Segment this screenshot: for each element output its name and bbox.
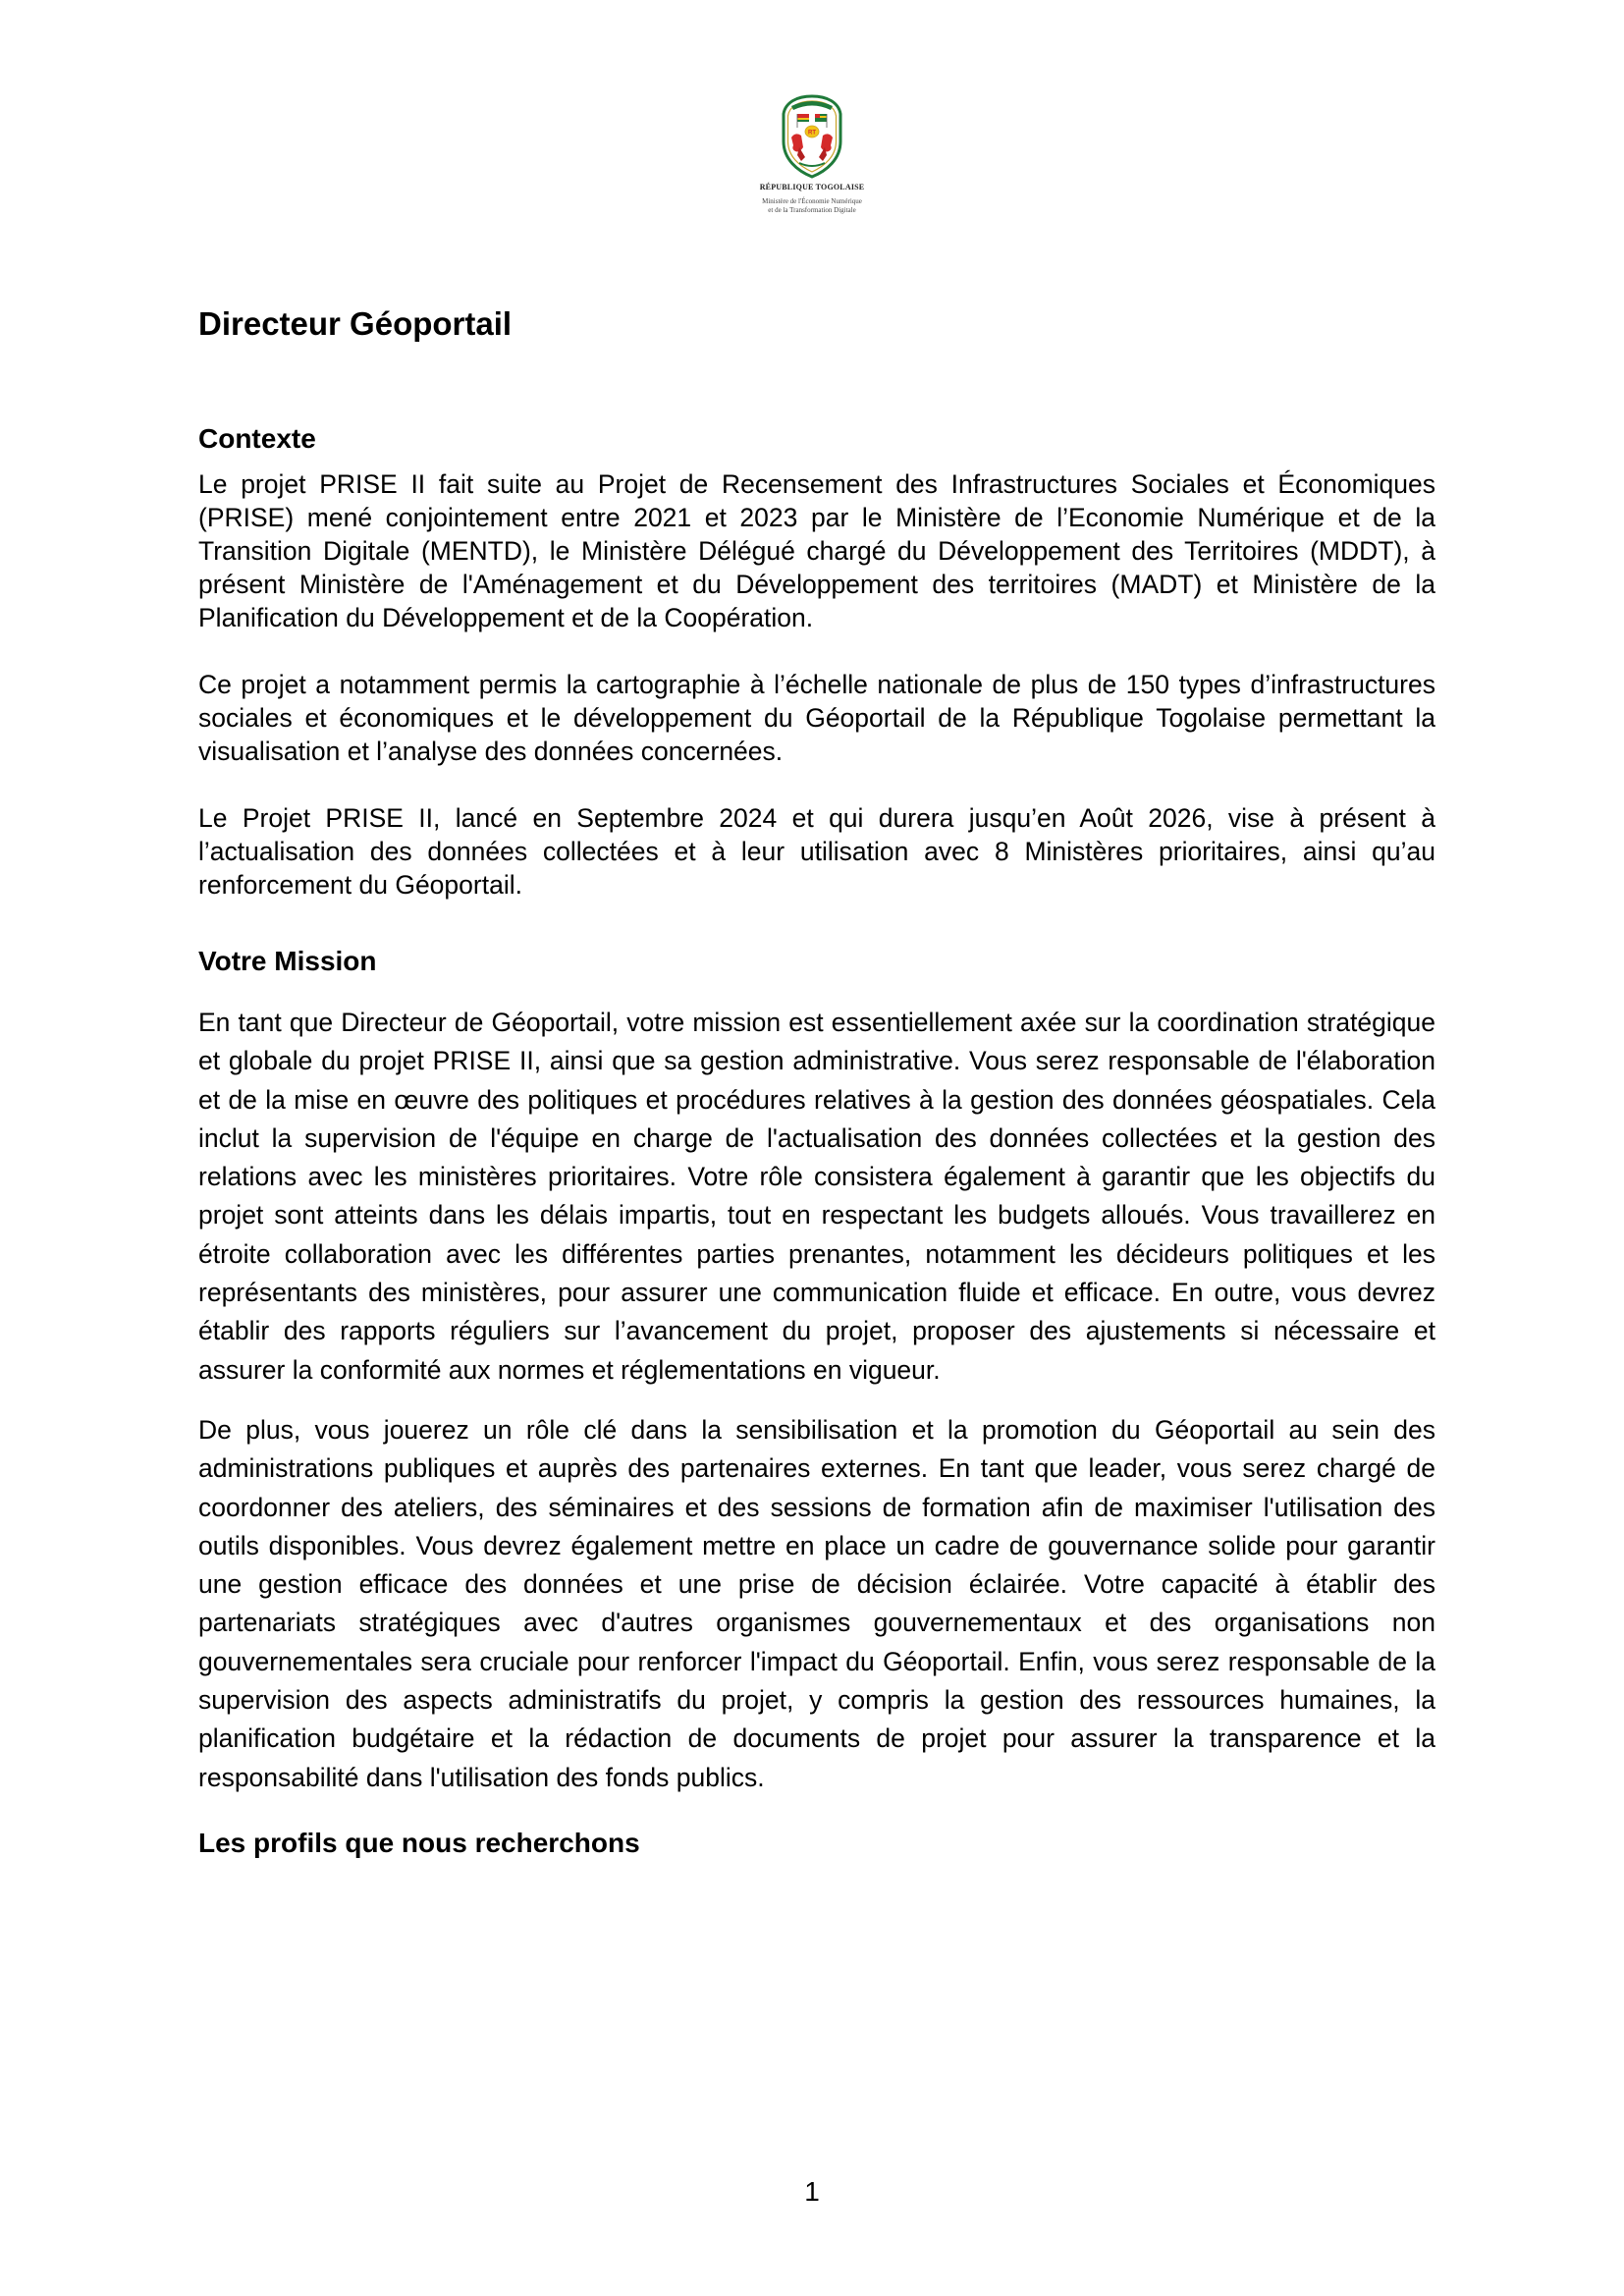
svg-text:RT: RT (808, 130, 816, 137)
section-heading-mission: Votre Mission (198, 946, 377, 976)
section-heading-profils: Les profils que nous recherchons (198, 1827, 640, 1858)
contexte-paragraph: Le Projet PRISE II, lancé en Septembre 2024 et qui durera jusqu’en Août 2026, vise à présent à l’actualisation des données collectées et à leur utilisation avec 8 Ministères prioritaires, ainsi qu’au renforcement du Géoportail. (198, 803, 1435, 900)
section-mission (198, 945, 1435, 1797)
republic-name: RÉPUBLIQUE TOGOLAISE (759, 183, 865, 191)
letterhead (0, 92, 1624, 215)
mission-paragraph: De plus, vous jouerez un rôle clé dans la sensibilisation et la promotion du Géoportail au sein des administrations publiques et auprès des partenaires externes. En tant que leader, vous serez chargé de coordonner des ateliers, des séminaires et des sessions de formation afin de maximiser l'utilisation des outils disponibles. Vous devrez également mettre en place un cadre de gouvernance solide pour garantir une gestion efficace des données et une prise de décision éclairée. Votre capacité à établir des partenariats stratégiques avec d'autres organismes gouvernementaux et des organisations non gouvernementales sera cruciale pour renforcer l'impact du Géoportail. Enfin, vous serez responsable de la supervision des aspects administratifs du projet, y compris la gestion des ressources humaines, la planification budgétaire et la rédaction de documents de projet pour assurer la transparence et la responsabilité dans l'utilisation des fonds publics. (198, 1414, 1435, 1792)
togo-coat-of-arms-icon (778, 92, 846, 179)
ministry-line-2: et de la Transformation Digitale (768, 206, 856, 214)
ministry-line-1: Ministère de l'Économie Numérique (762, 197, 862, 205)
document-title: Directeur Géoportail (198, 305, 513, 342)
section-profils (198, 1827, 1435, 1860)
ministry-name (0, 197, 1624, 215)
section-heading-contexte: Contexte (198, 423, 316, 454)
mission-paragraph: En tant que Directeur de Géoportail, votre mission est essentiellement axée sur la coordination stratégique et globale du projet PRISE II, ainsi que sa gestion administrative. Vous serez responsable de l'élaboration et de la mise en œuvre des politiques et procédures relatives à la gestion des données géospatiales. Cela inclut la supervision de l'équipe en charge de l'actualisation des données collectées et la gestion des relations avec les ministères prioritaires. Votre rôle consistera également à garantir que les objectifs du projet sont atteints dans les délais impartis, tout en respectant les budgets alloués. Vous travaillerez en étroite collaboration avec les différentes parties prenantes, notamment les décideurs politiques et les représentants des ministères, pour assurer une communication fluide et efficace. En outre, vous devrez établir des rapports réguliers sur l’avancement du projet, proposer des ajustements si nécessaire et assurer la conformité aux normes et réglementations en vigueur. (198, 1008, 1435, 1385)
page-number: 1 (804, 2176, 820, 2207)
contexte-paragraph: Ce projet a notamment permis la cartographie à l’échelle nationale de plus de 150 types d’infrastructures sociales et économiques et le développement du Géoportail de la République Togolaise permettant la visualisation et l’analyse des données concernées. (198, 670, 1435, 766)
section-contexte (198, 422, 1435, 902)
contexte-paragraph: Le projet PRISE II fait suite au Projet de Recensement des Infrastructures Sociales et Économiques (PRISE) mené conjointement entre 2021 et 2023 par le Ministère de l’Economie Numérique et de la Transition Digitale (MENTD), le Ministère Délégué chargé du Développement des Territoires (MDDT), à présent Ministère de l'Aménagement et du Développement des territoires (MADT) et Ministère de la Planification du Développement et de la Coopération. (198, 469, 1435, 632)
document-body (198, 304, 1435, 1860)
